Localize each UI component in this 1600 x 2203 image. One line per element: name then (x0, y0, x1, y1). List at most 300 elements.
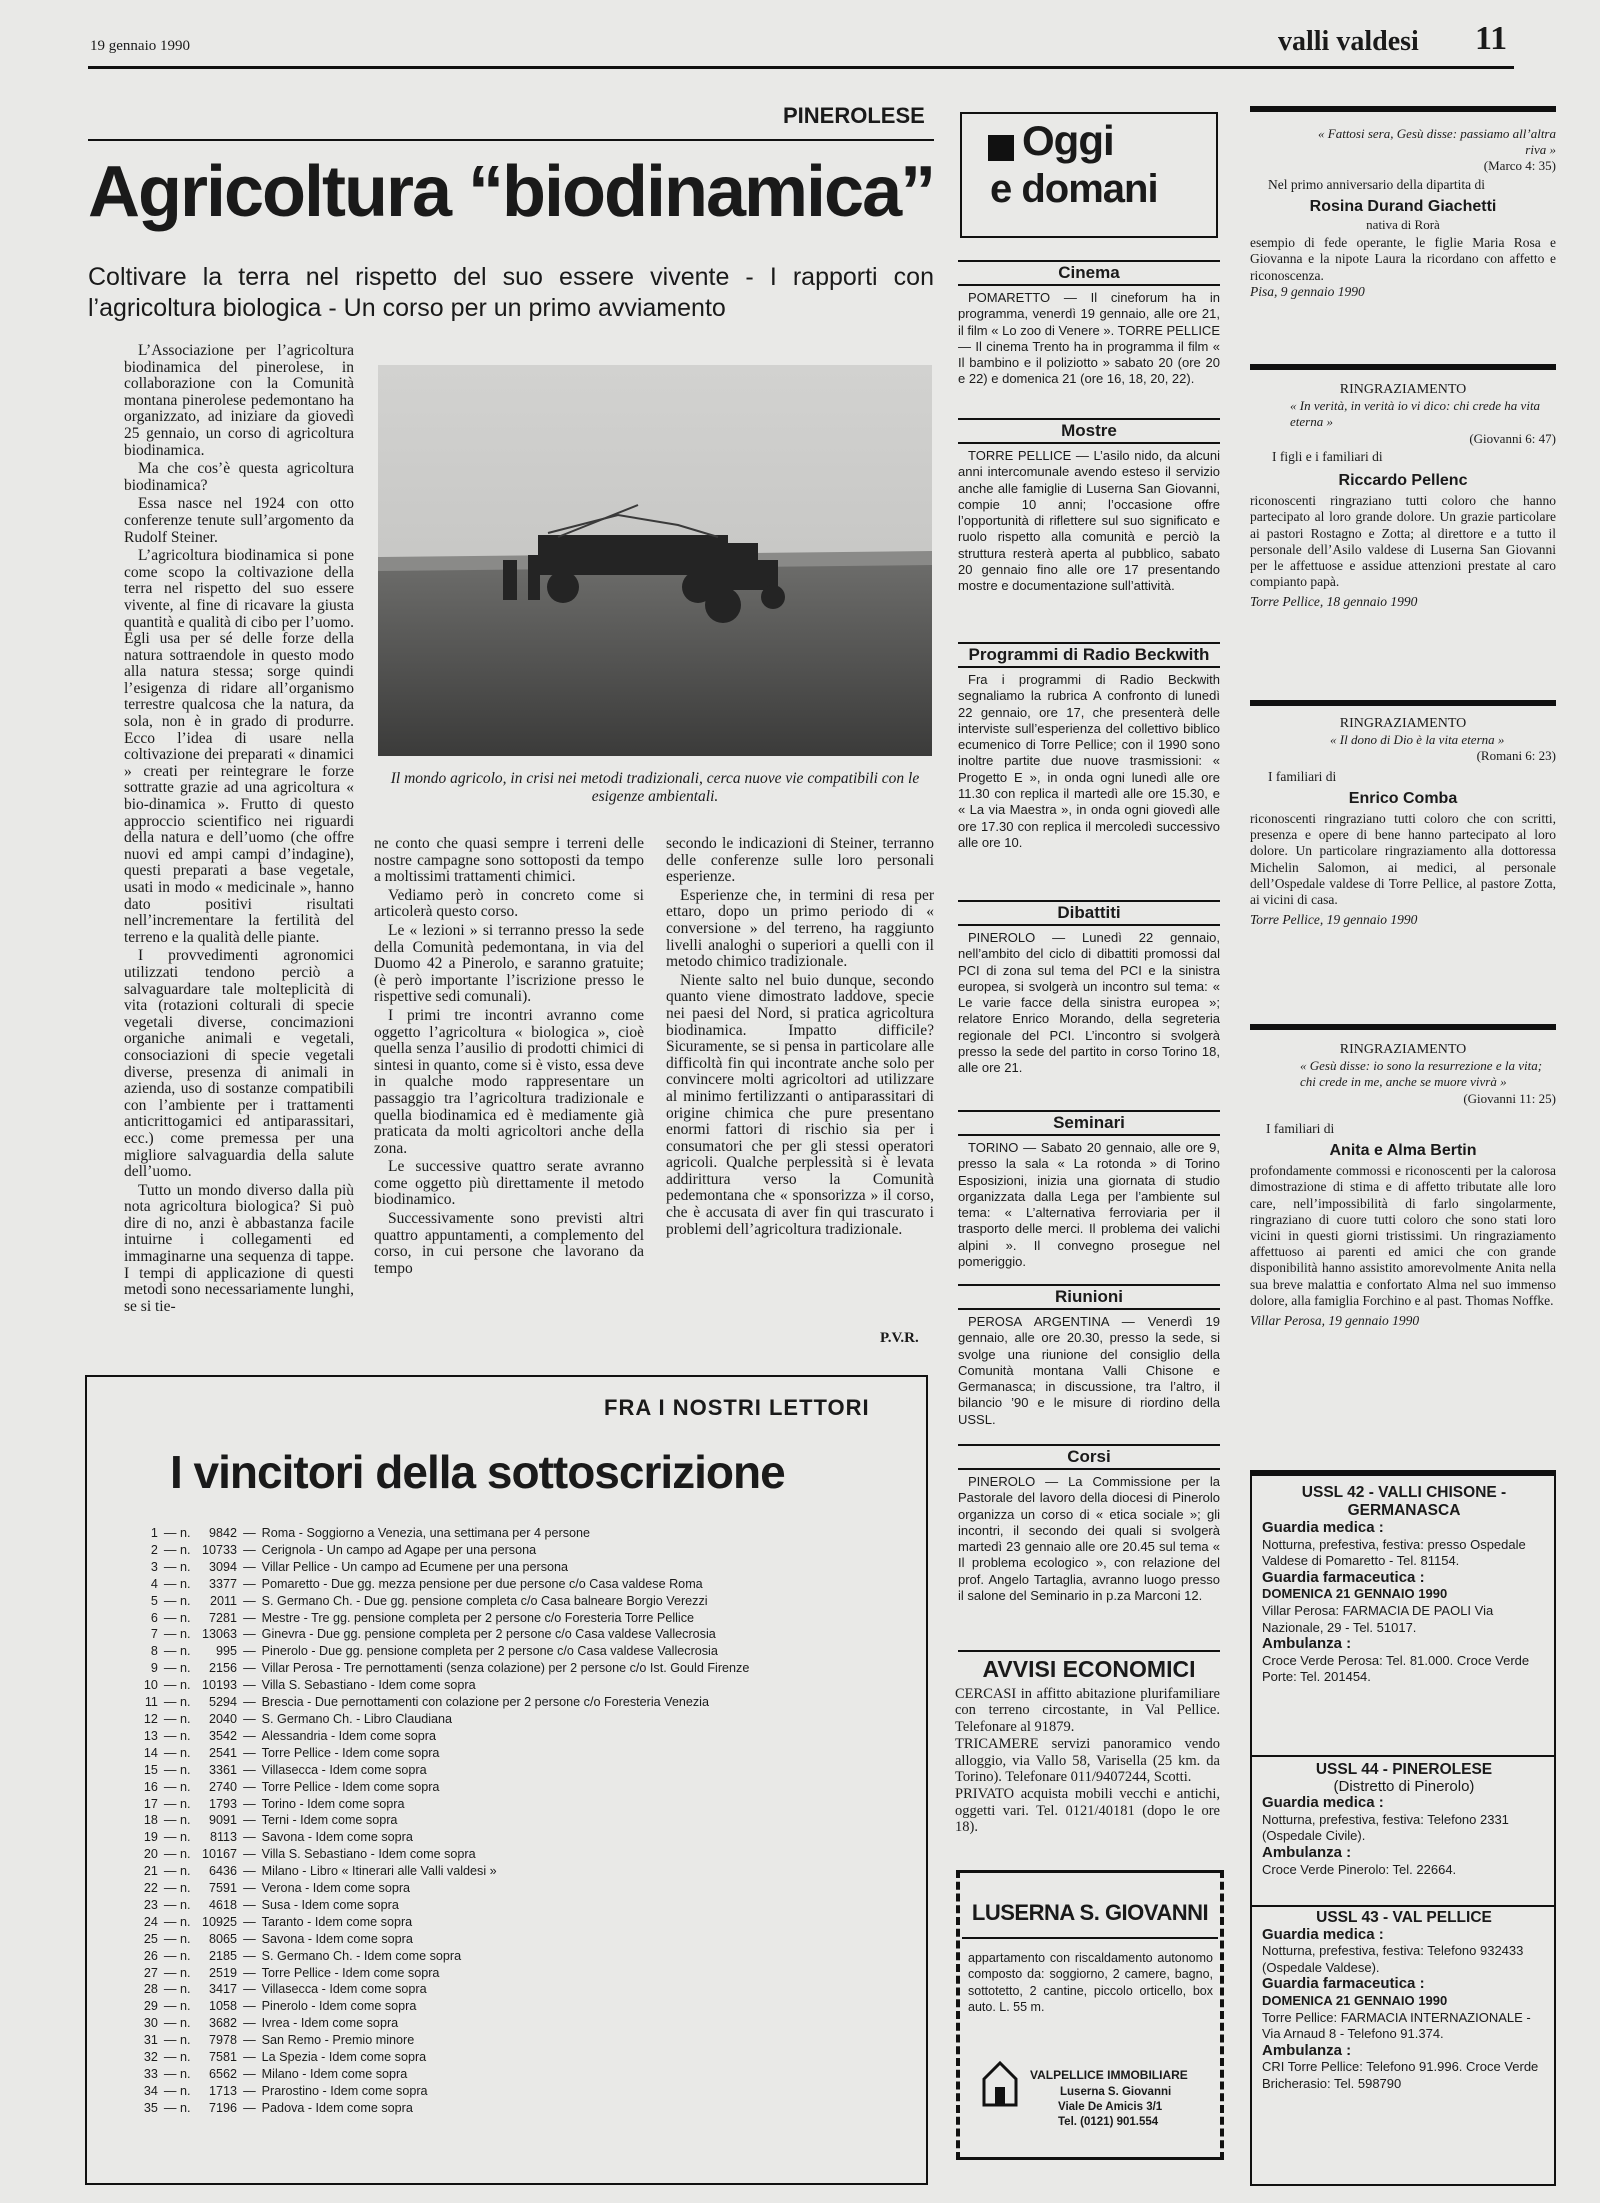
winner-sep: — n. (163, 2033, 191, 2048)
winner-dash: — (243, 1982, 256, 1997)
winner-ticket: 9842 (209, 1526, 238, 1540)
winner-rank: 6 (150, 1610, 158, 1625)
winner-row (124, 1762, 904, 1779)
winner-row (124, 1829, 904, 1846)
winner-rank: 14 (143, 1745, 158, 1760)
winner-sep: — n. (163, 1695, 191, 1710)
winner-rank: 24 (143, 1914, 158, 1929)
necro-place: Torre Pellice, 19 gennaio 1990 (1250, 912, 1418, 928)
necro-notice-1 (1250, 126, 1556, 300)
winner-row (124, 2066, 904, 2083)
winner-row (124, 1711, 904, 1728)
winner-row (124, 1897, 904, 1914)
winner-prize: Savona - Idem come sopra (261, 1931, 413, 1946)
winner-rank: 26 (143, 1948, 158, 1963)
avviso-item: CERCASI in affitto abitazione plurifamiliare con terreno circostante, in Val Pellice. Telefonare al 91879. (955, 1686, 1220, 1735)
winner-prize: Cerignola - Un campo ad Agape per una persona (261, 1542, 537, 1557)
section-label: PINEROLESE (783, 103, 925, 128)
avvisi-title: AVVISI ECONOMICI (982, 1656, 1196, 1682)
winner-prize: Milano - Libro « Itinerari alle Valli valdesi » (261, 1864, 497, 1879)
winner-dash: — (243, 1711, 256, 1726)
necro-body: riconoscenti ringraziano tutti coloro che con scritti, presenza e opere di bene hanno partecipato al loro dolore. Un particolare ringraziamento alla dottoressa Michelin Salomon, ai medici, al personale dell’Ospedale valdese di Torre Pellice, al pastore Zotta, ai vicini di casa. (1250, 811, 1556, 908)
winner-dash: — (243, 1559, 256, 1574)
winner-dash: — (243, 1610, 256, 1625)
winner-sep: — n. (163, 1542, 191, 1557)
winner-sep: — n. (163, 2100, 191, 2115)
winner-dash: — (243, 1695, 256, 1710)
winner-ticket: 13063 (202, 1627, 238, 1642)
winner-rank: 23 (143, 1897, 158, 1912)
issue-date: 19 gennaio 1990 (90, 38, 190, 54)
winner-rank: 18 (143, 1813, 158, 1828)
winner-row (124, 1525, 904, 1542)
dibattiti-heading: Dibattiti (958, 900, 1220, 926)
winner-row (124, 2015, 904, 2032)
necro-notice-3 (1250, 716, 1556, 928)
winner-row (124, 1728, 904, 1745)
necro-ref: (Giovanni 11: 25) (1463, 1090, 1556, 1106)
ussl-44-title: USSL 44 - PINEROLESE (1315, 1761, 1493, 1778)
avvisi-list (955, 1686, 1220, 1836)
ambulanza-text: Croce Verde Pinerolo: Tel. 22664. (1262, 1861, 1457, 1877)
winner-ticket: 10925 (202, 1914, 238, 1929)
winner-rank: 13 (143, 1728, 158, 1743)
winner-rank: 34 (143, 2083, 158, 2098)
winner-ticket: 7591 (209, 1881, 238, 1896)
article-subtitle: Coltivare la terra nel rispetto del suo essere vivente - I rapporti con l’agricoltura biologica - Un corso per un primo avviamento (88, 263, 934, 322)
winner-rank: 33 (143, 2067, 158, 2081)
winner-sep: — n. (163, 1661, 191, 1676)
winner-prize: Mestre - Tre gg. pensione completa per 2 persone c/o Foresteria Torre Pellice (261, 1610, 695, 1625)
winner-sep: — n. (163, 1931, 191, 1946)
winner-prize: Ivrea - Idem come sopra (261, 2016, 399, 2031)
winner-ticket: 1058 (209, 1999, 238, 2014)
winner-row (124, 1677, 904, 1694)
winner-ticket: 2185 (209, 1948, 238, 1963)
lettori-title: I vincitori della sottoscrizione (170, 1446, 785, 1498)
seminari-text: TORINO — Sabato 20 gennaio, alle ore 9, presso la sala « La rotonda » di Torino Esposizioni, inizia una giornata di studio organizzata dalla Lega per l’ambiente sul tema: « L’alternativa ferroviaria per il trasporto delle merci. Il problema dei valichi alpini ». Il convegno prosegue nel pomeriggio. (958, 1140, 1220, 1270)
necro-body: riconoscenti ringraziano tutti coloro che hanno partecipato al loro grande dolore. Un grazie particolare ai pastori Rostagno e Zotta; al direttore e a tutto il personale dell’Asilo valdese di Luserna San Giovanni per le affettuose e assidue attenzioni prestate al caro compianto papà. (1250, 493, 1556, 590)
winner-dash: — (243, 1526, 256, 1540)
winner-ticket: 995 (216, 1644, 238, 1659)
winner-prize: Ginevra - Due gg. pensione completa per 2 persone c/o Casa valdese Vallecrosia (261, 1627, 716, 1642)
ambulanza-text: Croce Verde Perosa: Tel. 81.000. Croce Verde Porte: Tel. 201454. (1262, 1652, 1530, 1685)
winner-row (124, 1965, 904, 1982)
ambulanza-heading: Ambulanza : (1262, 1843, 1352, 1861)
winner-prize: Villasecca - Idem come sopra (261, 1762, 427, 1777)
winner-prize: Pomaretto - Due gg. mezza pensione per due persone c/o Casa valdese Roma (261, 1576, 703, 1591)
winner-row (124, 1863, 904, 1880)
guardia-medica-heading: Guardia medica : (1262, 1519, 1384, 1536)
avviso-item: PRIVATO acquista mobili vecchi e antichi, oggetti vari. Tel. 0121/40181 (dopo le ore 18). (955, 1786, 1220, 1836)
winner-row (124, 1559, 904, 1576)
winner-ticket: 1713 (209, 2083, 238, 2098)
winner-ticket: 7196 (209, 2100, 238, 2115)
winner-prize: S. Germano Ch. - Due gg. pensione completa c/o Casa balneare Borgio Verezzi (261, 1593, 708, 1608)
winner-dash: — (243, 2100, 256, 2115)
photo-caption: Il mondo agricolo, in crisi nei metodi tradizionali, cerca nuove vie compatibili con le esigenze ambientali. (390, 770, 920, 805)
winner-row (124, 1998, 904, 2015)
article-title: Agricoltura “biodinamica” (88, 152, 935, 232)
winner-rank: 10 (143, 1678, 158, 1693)
winners-list (124, 1525, 904, 2117)
necro-rule-4 (1250, 1024, 1556, 1030)
house-icon (978, 2055, 1022, 2109)
winner-row (124, 1610, 904, 1627)
winner-row (124, 2100, 904, 2117)
article-column-1: L’Associazione per l’agricoltura biodinamica del pinerolese, in collaborazione con la Comunità montana pinerolese pedemontano ha organizzato, ad iniziare da giovedì 25 gennaio, un corso di agricoltura biodinamica. Ma che cos’è questa agricoltura biodinamica? Essa nasce nel 1924 con otto conferenze tenute sull’argomento da Rudolf Steiner. L’agricoltura biodinamica si pone come scopo la coltivazione della terra nel rispetto del suo essere vivente, al fine di ricavare la giusta quantità e qualità di cibo per l’uomo. Egli usa per sé delle forze della natura sottraendole in questo modo alla natura stessa; sorge quindi l’esigenza di ridare all’organismo terrestre qualcosa che la natura, da sola, non è in grado di produrre. Ecco l’idea di usare nella coltivazione dei preparati « dinamici » creati per reintegrare le forze sottratte grazie ad una agricoltura « bio-dinamica ». Frutto di questo approccio scientifico nei riguardi della natura e dell’uomo (che offre nuovi ed ampi campi d’indagine), questi preparati a base vegetale, usati in modo « medicinale », hanno dato positivi risultati nell’incrementare la fertilità del terreno e la qualità delle piante. I provvedimenti agronomici utilizzati tendono perciò a salvaguardare tale molteplicità di vita (rotazioni colturali di specie vegetali diverse, concimazioni organiche animali e vegetali, consociazioni di specie vegetali diverse, presenza di animali in azienda, uso di sostanze compatibili con l’ambiente per i trattamenti anticrittogamici ed antiparassitari, ecc.) come premessa per una migliore salvaguardia della salute dell’uomo. Tutto un mondo diverso dalla più nota agricoltura biologica? Si può dire di no, anzi è abbastanza facile intuirne i collegamenti ed immaginarne una sequenza di tappe. I tempi di applicazione di questi metodi sono necessariamente lunghi, se si tie- (124, 343, 354, 1315)
winner-sep: — n. (163, 1982, 191, 1997)
seminari-heading: Seminari (958, 1110, 1220, 1136)
winner-rank: 4 (150, 1576, 158, 1591)
winner-sep: — n. (163, 1847, 191, 1862)
necro-body: profondamente commossi e riconoscenti per la calorosa dimostrazione di stima e di affetto tributate alle loro care, nell’impossibilità di farlo singolarmente, ringraziano di cuore tutti coloro che sono stati loro vicini in questi giorni tristissimi. Un ringraziamento affettuoso ai parenti ed amici che con grande disponibilità hanno assistito amorevolmente Anita nella sua breve malattia e confortato Alma nel suo immenso dolore, alla famiglia Forchino e al past. Thomas Noffke. (1250, 1163, 1556, 1308)
winner-prize: Savona - Idem come sopra (261, 1830, 413, 1845)
ussl-divider-2 (1250, 1905, 1556, 1907)
winner-sep: — n. (163, 1864, 191, 1879)
winner-rank: 21 (143, 1864, 158, 1879)
winner-sep: — n. (163, 1830, 191, 1845)
necro-intro: I familiari di (1266, 1120, 1335, 1136)
winner-sep: — n. (163, 1627, 191, 1642)
winner-prize: Terni - Idem come sopra (261, 1813, 398, 1828)
winner-ticket: 7281 (209, 1610, 238, 1625)
winner-ticket: 8065 (209, 1931, 238, 1946)
winner-dash: — (243, 1627, 256, 1642)
article-signature: P.V.R. (880, 1330, 919, 1346)
winner-rank: 11 (144, 1695, 158, 1710)
dibattiti-text: PINEROLO — Lunedì 22 gennaio, nell’ambito del ciclo di dibattiti promossi dal PCI di zona sul tema del PCI e la sinistra europea, si svolgerà un incontro sul tema: « Le varie facce della sinistra europea »; relatore Enrico Morando, della segreteria regionale del PCI. L’incontro si svolgerà presso la sede del partito in corso Torino 18, alle ore 21. (958, 930, 1220, 1076)
ussl-42-block (1262, 1484, 1546, 1686)
ussl-44-subtitle: (Distretto di Pinerolo) (1333, 1777, 1475, 1795)
winner-ticket: 3417 (209, 1982, 238, 1997)
winner-row (124, 1593, 904, 1610)
ad-text: appartamento con riscaldamento autonomo composto da: soggiorno, 2 camere, bagno, sottotetto, 2 cantine, piccolo orticello, box auto. L. 55 m. (968, 1951, 1213, 2014)
winner-ticket: 2541 (209, 1745, 238, 1760)
winner-dash: — (243, 1779, 256, 1794)
newspaper-name: valli valdesi (1278, 26, 1419, 57)
winner-prize: Prarostino - Idem come sopra (261, 2083, 428, 2098)
winner-sep: — n. (163, 2083, 191, 2098)
winner-prize: Torino - Idem come sopra (261, 1796, 405, 1811)
winner-ticket: 2011 (209, 1593, 238, 1608)
winner-dash: — (243, 1678, 256, 1693)
winner-sep: — n. (163, 2050, 191, 2065)
cinema-heading: Cinema (958, 260, 1220, 286)
winner-ticket: 8113 (209, 1830, 238, 1845)
winner-row (124, 2032, 904, 2049)
winner-prize: Milano - Idem come sopra (261, 2067, 408, 2081)
winner-sep: — n. (163, 1593, 191, 1608)
winner-prize: Villar Perosa - Tre pernottamenti (senza colazione) per 2 persone c/o Ist. Gould Firenze (261, 1661, 750, 1676)
winner-ticket: 3542 (209, 1728, 238, 1743)
winner-row (124, 1745, 904, 1762)
winner-sep: — n. (163, 1948, 191, 1963)
page-number: 11 (1475, 20, 1508, 57)
winner-sep: — n. (163, 1914, 191, 1929)
winner-dash: — (243, 1830, 256, 1845)
section-rule (88, 139, 934, 141)
ad-address-2: Viale De Amicis 3/1 (1058, 2101, 1163, 2113)
mostre-text: TORRE PELLICE — L’asilo nido, da alcuni anni intercomunale avendo esteso il servizio anche alle famiglie di Luserna San Giovanni, compie 10 anni; l’occasione offre l’opportunità di riflettere sul suo significato e ruolo rispetto alla comunità e perciò la struttura resterà aperta al pubblico, sabato 20 gennaio fino alle ore 17 presentando mostre e documentazione sull’attività. (958, 448, 1220, 594)
guardia-farmaceutica-text: Villar Perosa: FARMACIA DE PAOLI Via Nazionale, 29 - Tel. 51017. (1262, 1602, 1494, 1635)
winner-sep: — n. (163, 1576, 191, 1591)
oggi-square-icon (988, 135, 1014, 161)
winner-sep: — n. (163, 1881, 191, 1896)
winner-ticket: 3377 (209, 1576, 238, 1591)
winner-dash: — (243, 1931, 256, 1946)
necro-head: RINGRAZIAMENTO (1339, 1042, 1467, 1057)
winner-dash: — (243, 2033, 256, 2048)
guardia-farmaceutica-date: DOMENICA 21 GENNAIO 1990 (1262, 1992, 1448, 2008)
winner-sep: — n. (163, 1610, 191, 1625)
winner-rank: 1 (150, 1526, 158, 1540)
winner-dash: — (243, 1576, 256, 1591)
winner-dash: — (243, 1897, 256, 1912)
guardia-farmaceutica-heading: Guardia farmaceutica : (1262, 1568, 1425, 1586)
winner-prize: S. Germano Ch. - Libro Claudiana (261, 1711, 453, 1726)
winner-dash: — (243, 1728, 256, 1743)
winner-dash: — (243, 1745, 256, 1760)
necro-ref: (Marco 4: 35) (1483, 158, 1556, 174)
winner-ticket: 10193 (202, 1678, 238, 1693)
guardia-medica-heading: Guardia medica : (1262, 1794, 1384, 1812)
necro-place: Torre Pellice, 18 gennaio 1990 (1250, 594, 1418, 610)
winner-dash: — (243, 1644, 256, 1659)
winner-ticket: 6562 (209, 2067, 238, 2081)
riunioni-text: PEROSA ARGENTINA — Venerdì 19 gennaio, alle ore 20.30, presso la sede, si svolge una riunione del consiglio della Comunità montana Valli Chisone e Germanasca; in discussione, tra l’altro, il bilancio ’90 e le misure di riordino della USSL. (958, 1314, 1220, 1427)
winner-sep: — n. (163, 1728, 191, 1743)
necro-name: Riccardo Pellenc (1338, 472, 1468, 490)
winner-sep: — n. (163, 1813, 191, 1828)
ad-agency: VALPELLICE IMMOBILIARE (1030, 2068, 1188, 2082)
necro-verse: « Fattosi sera, Gesù disse: passiamo all’altra riva » (1318, 126, 1556, 158)
winner-sep: — n. (163, 1678, 191, 1693)
winner-row (124, 1981, 904, 1998)
ambulanza-heading: Ambulanza : (1262, 2041, 1352, 2059)
winner-rank: 31 (143, 2033, 158, 2048)
winner-rank: 16 (143, 1779, 158, 1794)
winner-rank: 32 (143, 2050, 158, 2065)
winner-ticket: 9091 (209, 1813, 238, 1828)
winner-ticket: 2040 (209, 1711, 238, 1726)
mostre-heading: Mostre (958, 418, 1220, 444)
necro-place: Pisa, 9 gennaio 1990 (1250, 283, 1365, 299)
winner-prize: Torre Pellice - Idem come sopra (261, 1965, 440, 1980)
winner-rank: 17 (143, 1796, 158, 1811)
winner-dash: — (243, 1847, 256, 1862)
winner-dash: — (243, 1999, 256, 2014)
winner-prize: Villa S. Sebastiano - Idem come sopra (261, 1678, 476, 1693)
necro-ref: (Romani 6: 23) (1476, 748, 1556, 764)
ambulanza-text: CRI Torre Pellice: Telefono 91.996. Croce Verde Bricherasio: Tel. 598790 (1262, 2059, 1539, 2091)
winner-prize: Villar Pellice - Un campo ad Ecumene per una persona (261, 1559, 569, 1574)
ussl-divider-1 (1250, 1755, 1556, 1757)
winner-row (124, 2083, 904, 2100)
winner-dash: — (243, 1813, 256, 1828)
ambulanza-heading: Ambulanza : (1262, 1635, 1352, 1653)
winner-ticket: 4618 (209, 1897, 238, 1912)
winner-sep: — n. (163, 1796, 191, 1811)
winner-prize: Torre Pellice - Idem come sopra (261, 1745, 440, 1760)
necro-notice-4 (1250, 1042, 1556, 1329)
winner-prize: Pinerolo - Idem come sopra (261, 1999, 417, 2014)
winner-prize: Padova - Idem come sopra (261, 2100, 413, 2115)
winner-dash: — (243, 2016, 256, 2031)
winner-ticket: 3361 (209, 1762, 238, 1777)
domani-title: e domani (990, 167, 1158, 211)
winner-rank: 9 (150, 1661, 158, 1676)
winner-rank: 2 (150, 1542, 158, 1557)
avviso-item: TRICAMERE servizi panoramico vendo alloggio, via Vallo 58, Varisella (25 km. da Torino). Telefonare 011/9407244, Scotti. (955, 1736, 1220, 1786)
winner-rank: 30 (143, 2016, 158, 2031)
winner-prize: Verona - Idem come sopra (261, 1881, 411, 1896)
necro-rule-1 (1250, 106, 1556, 112)
winner-ticket: 2156 (209, 1661, 238, 1676)
guardia-medica-heading: Guardia medica : (1262, 1925, 1384, 1943)
winner-ticket: 10733 (202, 1542, 238, 1557)
winner-prize: Villasecca - Idem come sopra (261, 1982, 427, 1997)
winner-rank: 28 (143, 1982, 158, 1997)
winner-prize: San Remo - Premio minore (261, 2033, 415, 2048)
necro-notice-2 (1250, 382, 1556, 611)
guardia-medica-text: Notturna, prefestiva, festiva: presso Ospedale Valdese di Pomaretto - Tel. 81154. (1262, 1536, 1526, 1569)
winner-rank: 7 (150, 1627, 158, 1642)
winner-dash: — (243, 1542, 256, 1557)
ussl-43-title: USSL 43 - VAL PELLICE (1316, 1909, 1492, 1926)
winner-prize: Alessandria - Idem come sopra (261, 1728, 436, 1743)
lettori-kicker: FRA I NOSTRI LETTORI (604, 1395, 870, 1420)
necro-verse: « In verità, in verità io vi dico: chi crede ha vita eterna » (1290, 398, 1541, 430)
winner-prize: La Spezia - Idem come sopra (261, 2050, 427, 2065)
necro-intro: I familiari di (1268, 768, 1337, 784)
winner-row (124, 1948, 904, 1965)
winner-row (124, 1576, 904, 1593)
winner-row (124, 1779, 904, 1796)
winner-row (124, 2049, 904, 2066)
winner-rank: 12 (143, 1711, 158, 1726)
winner-dash: — (243, 2067, 256, 2081)
necro-sub: nativa di Rorà (1366, 217, 1440, 233)
necro-name: Anita e Alma Bertin (1329, 1142, 1477, 1160)
winner-rank: 35 (143, 2100, 158, 2115)
winner-sep: — n. (163, 1711, 191, 1726)
winner-rank: 22 (143, 1881, 158, 1896)
winner-rank: 3 (150, 1559, 158, 1574)
winner-row (124, 1626, 904, 1643)
ad-phone: Tel. (0121) 901.554 (1058, 2116, 1159, 2128)
winner-row (124, 1846, 904, 1863)
necro-verse: « Il dono di Dio è la vita eterna » (1330, 732, 1505, 748)
radio-heading: Programmi di Radio Beckwith (958, 642, 1220, 668)
winner-ticket: 2519 (209, 1965, 238, 1980)
winner-row (124, 1914, 904, 1931)
winner-ticket: 7978 (209, 2033, 238, 2048)
winner-rank: 19 (143, 1830, 158, 1845)
avvisi-top-rule (958, 1650, 1220, 1652)
winner-row (124, 1542, 904, 1559)
cinema-text: POMARETTO — Il cineforum ha in programma, venerdì 19 gennaio, alle ore 21, il film « Lo zoo di Venere ». TORRE PELLICE — Il cinema Trento ha in programma il film « Il bambino e il poliziotto » sabato 20 (ore 20 e 22) e domenica 21 (ore 16, 18, 20, 22). (958, 290, 1220, 387)
radio-text: Fra i programmi di Radio Beckwith segnaliamo la rubrica A confronto di lunedì 22 gennaio, ore 17, che presenterà delle interviste sull’esperienza del collettivo biblico ecumenico di Torre Pellice; con il 1990 sono inoltre partite due nuove trasmissioni: « Progetto E », in onda ogni lunedì alle ore 11.30 con replica il martedì alle ore 15.30, e « La via Maestra », in onda ogni giovedì alle ore 17.30 con replica il mercoledì successivo alle ore 10. (958, 672, 1220, 850)
ussl-42-title: USSL 42 - VALLI CHISONE - GERMANASCA (1301, 1484, 1507, 1519)
winner-row (124, 1660, 904, 1677)
winner-prize: Torre Pellice - Idem come sopra (261, 1779, 440, 1794)
winner-row (124, 1694, 904, 1711)
guardia-medica-text: Notturna, prefestiva, festiva: Telefono 2331 (Ospedale Civile). (1262, 1811, 1509, 1844)
necro-intro: Nel primo anniversario della dipartita di (1268, 176, 1486, 192)
guardia-farmaceutica-text: Torre Pellice: FARMACIA INTERNAZIONALE - Via Arnaud 8 - Telefono 91.374. (1262, 2009, 1531, 2042)
winner-rank: 25 (143, 1931, 158, 1946)
winner-ticket: 1793 (209, 1796, 238, 1811)
winner-rank: 15 (143, 1762, 158, 1777)
winner-prize: Pinerolo - Due gg. pensione completa per 2 persone c/o Casa valdese Vallecrosia (261, 1644, 718, 1659)
winner-dash: — (243, 1796, 256, 1811)
winner-prize: Taranto - Idem come sopra (261, 1914, 413, 1929)
guardia-farmaceutica-date: DOMENICA 21 GENNAIO 1990 (1262, 1586, 1448, 1602)
necro-ref: (Giovanni 6: 47) (1469, 430, 1556, 446)
necro-rule-2 (1250, 364, 1556, 370)
winner-row (124, 1796, 904, 1813)
winner-dash: — (243, 1881, 256, 1896)
winner-dash: — (243, 1661, 256, 1676)
winner-sep: — n. (163, 1762, 191, 1777)
ad-title-rule (962, 1937, 1218, 1939)
winner-ticket: 6436 (209, 1864, 238, 1879)
winner-ticket: 3682 (209, 2016, 238, 2031)
winner-rank: 29 (143, 1999, 158, 2014)
corsi-text: PINEROLO — La Commissione per la Pastorale del lavoro della diocesi di Pinerolo organizza un corso di « etica sociale »; gli incontri, il secondo dei quali si svolgerà martedì 23 gennaio alle ore 20.45 sul tema « Il problema ecologico », con relazione del prof. Angelo Tartaglia, avranno luogo presso il salone del Seminario in p.za Marconi 12. (958, 1474, 1220, 1604)
winner-dash: — (243, 2050, 256, 2065)
ad-bottom-rule (956, 2157, 1224, 2160)
winner-ticket: 3094 (209, 1559, 238, 1574)
corsi-heading: Corsi (958, 1444, 1220, 1470)
necro-name: Rosina Durand Giachetti (1309, 197, 1497, 215)
winner-ticket: 5294 (209, 1695, 238, 1710)
winner-sep: — n. (163, 1526, 191, 1540)
winner-rank: 5 (150, 1593, 158, 1608)
winner-dash: — (243, 1965, 256, 1980)
necro-name: Enrico Comba (1348, 789, 1458, 807)
header-rule (88, 66, 1514, 69)
winner-sep: — n. (163, 2016, 191, 2031)
winner-dash: — (243, 1864, 256, 1879)
necro-verse: « Gesù disse: io sono la resurrezione e la vita; chi crede in me, anche se muore vivrà » (1300, 1058, 1543, 1090)
winner-rank: 20 (143, 1847, 158, 1862)
article-column-3: secondo le indicazioni di Steiner, terranno delle conferenze sulle loro personali esperienze. Esperienze che, in termini di resa per ettaro, dopo un primo periodo di « conversione » del terreno, ha raggiunto livelli analoghi o superiori a quelli con il metodo chimico tradizionale. Niente salto nel buio dunque, secondo quanto viene dimostrato laddove, specie nei paesi del Nord, si pratica agricoltura biodinamica. Impatto difficile? Sicuramente, se si pensa in particolare alle difficoltà fin qui incontrate anche solo per convincere molti agricoltori ad utilizzare al minimo fertilizzanti o antiparassitari di origine chimica che pure presentano enormi fattori di rischio sia per i consumatori che per gli stessi operatori agricoli. Qualche perplessità si è levata addirittura verso la Comunità pedemontana che « sponsorizza » il corso, che è accusata di aver fin qui trascurato i problemi dell’agricoltura tradizionale. (666, 836, 934, 1238)
winner-sep: — n. (163, 1779, 191, 1794)
winner-ticket: 10167 (202, 1847, 238, 1862)
winner-sep: — n. (163, 1999, 191, 2014)
necro-place: Villar Perosa, 19 gennaio 1990 (1250, 1313, 1420, 1329)
winner-rank: 8 (150, 1644, 158, 1659)
guardia-medica-text: Notturna, prefestiva, festiva: Telefono 932433 (Ospedale Valdese). (1262, 1943, 1524, 1975)
winner-dash: — (243, 1762, 256, 1777)
winner-prize: Susa - Idem come sopra (261, 1897, 399, 1912)
winner-sep: — n. (163, 1559, 191, 1574)
article-photo (378, 365, 932, 756)
winner-prize: Roma - Soggiorno a Venezia, una settimana per 4 persone (261, 1526, 590, 1540)
winner-dash: — (243, 1948, 256, 1963)
winner-prize: S. Germano Ch. - Idem come sopra (261, 1948, 462, 1963)
ussl-43-block (1262, 1910, 1546, 2093)
winner-prize: Brescia - Due pernottamenti con colazione per 2 persone c/o Foresteria Venezia (261, 1695, 709, 1710)
necro-head: RINGRAZIAMENTO (1339, 382, 1467, 397)
oggi-title: Oggi (1022, 117, 1114, 164)
winner-sep: — n. (163, 2067, 191, 2081)
winner-dash: — (243, 1593, 256, 1608)
necro-body: esempio di fede operante, le figlie Maria Rosa e Giovanna e la nipote Laura la ricordano con affetto e riconoscenza. (1250, 235, 1556, 283)
winner-row (124, 1880, 904, 1897)
